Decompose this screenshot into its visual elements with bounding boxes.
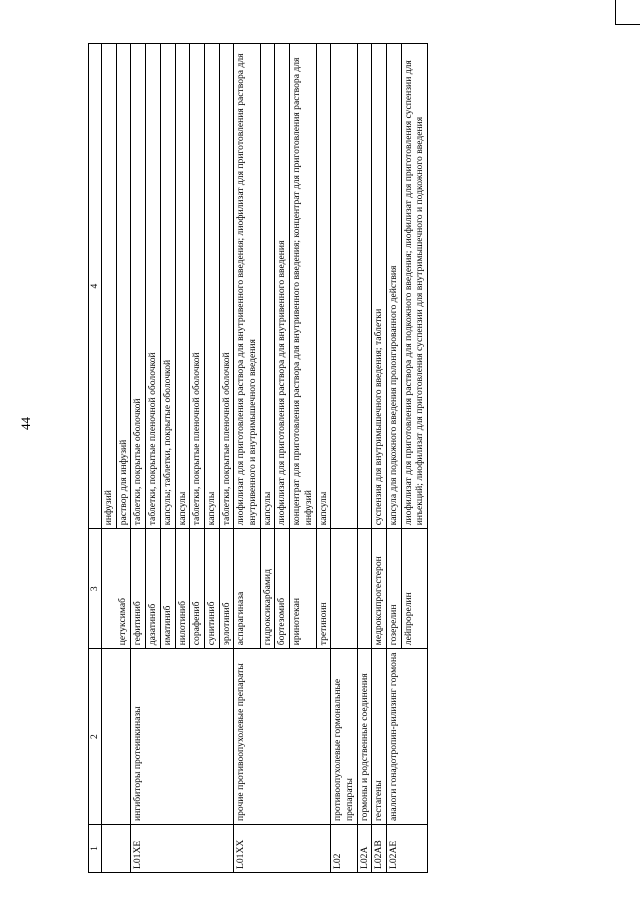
form-cell: таблетки, покрытые пленочной оболочкой (219, 44, 234, 529)
form-cell: капсулы (316, 44, 331, 529)
form-cell: таблетки, покрытые пленочной оболочкой (190, 44, 205, 529)
form-cell: капсулы (175, 44, 190, 529)
header-col-4: 4 (89, 44, 102, 529)
group-cell: противоопухолевые гормональные препараты (331, 649, 357, 825)
drug-cell: гозерелин (387, 529, 402, 649)
form-cell: лиофилизат для приготовления раствора для подкожного введения; лиофилизат для приготовления суспензии для инъекций; лиофилизат для приготовления суспензии для внутримышечного и подкожного введения (401, 44, 427, 529)
form-cell: лиофилизат для приготовления раствора для внутривенного введения; лиофилизат для приготовления раствора для внутривенного и внутримышечного введения (234, 44, 260, 529)
group-cell: аналоги гонадотропин-рилизинг гормона (387, 649, 428, 825)
header-col-2: 2 (89, 649, 102, 825)
code-cell: L02 (331, 825, 357, 873)
form-cell: таблетки, покрытые оболочкой (131, 44, 146, 529)
code-cell: L01XX (234, 825, 331, 873)
drug-cell (102, 529, 117, 649)
drug-cell: бортезомиб (275, 529, 290, 649)
group-cell: ингибиторы протеинкиназы (131, 649, 234, 825)
table-row (234, 44, 260, 873)
drug-cell: сорафениб (190, 529, 205, 649)
table-row (131, 44, 146, 873)
drug-cell: лейпрорелин (401, 529, 427, 649)
drug-cell: цетуксимаб (116, 529, 131, 649)
drug-cell: гидроксикарбамид (260, 529, 275, 649)
page-number: 44 (18, 417, 33, 430)
code-cell: L02AE (387, 825, 428, 873)
drug-cell: дазатиниб (146, 529, 161, 649)
table-header-row (89, 44, 102, 873)
table-row (372, 44, 387, 873)
drug-cell: эрлотиниб (219, 529, 234, 649)
group-cell (102, 649, 131, 825)
form-cell: лиофилизат для приготовления раствора для внутривенного введения (275, 44, 290, 529)
form-cell (331, 44, 357, 529)
drug-cell (357, 529, 372, 649)
header-col-3: 3 (89, 529, 102, 649)
table-row (357, 44, 372, 873)
form-cell: капсулы; таблетки, покрытые оболочкой (160, 44, 175, 529)
group-cell: гестагены (372, 649, 387, 825)
form-cell: суспензия для внутримышечного введения; таблетки (372, 44, 387, 529)
table-row (102, 44, 117, 873)
form-cell: таблетки, покрытые пленочной оболочкой (146, 44, 161, 529)
form-cell (357, 44, 372, 529)
drug-cell: иринотекан (290, 529, 316, 649)
header-col-1: 1 (89, 825, 102, 873)
drug-cell: иматиниб (160, 529, 175, 649)
table-row (331, 44, 357, 873)
code-cell: L01XE (131, 825, 234, 873)
drug-cell: медроксипрогестерон (372, 529, 387, 649)
form-cell: раствор для инфузий (116, 44, 131, 529)
drug-cell (331, 529, 357, 649)
corner-mark (615, 0, 640, 25)
drug-cell: нилотиниб (175, 529, 190, 649)
code-cell: L02AB (372, 825, 387, 873)
drug-cell: аспарагиназа (234, 529, 260, 649)
code-cell (102, 825, 131, 873)
table-row (387, 44, 402, 873)
form-cell: капсулы (260, 44, 275, 529)
drug-table (88, 43, 428, 873)
group-cell: прочие противоопухолевые препараты (234, 649, 331, 825)
form-cell: инфузий (102, 44, 117, 529)
form-cell: капсула для подкожного введения пролонгированного действия (387, 44, 402, 529)
form-cell: концентрат для приготовления раствора для внутривенного введения; концентрат для приготовления раствора для инфузий (290, 44, 316, 529)
form-cell: капсулы (204, 44, 219, 529)
drug-cell: сунитиниб (204, 529, 219, 649)
code-cell: L02A (357, 825, 372, 873)
drug-cell: третиноин (316, 529, 331, 649)
drug-cell: гефитиниб (131, 529, 146, 649)
rotated-table-container (88, 43, 608, 873)
group-cell: гормоны и родственные соединения (357, 649, 372, 825)
